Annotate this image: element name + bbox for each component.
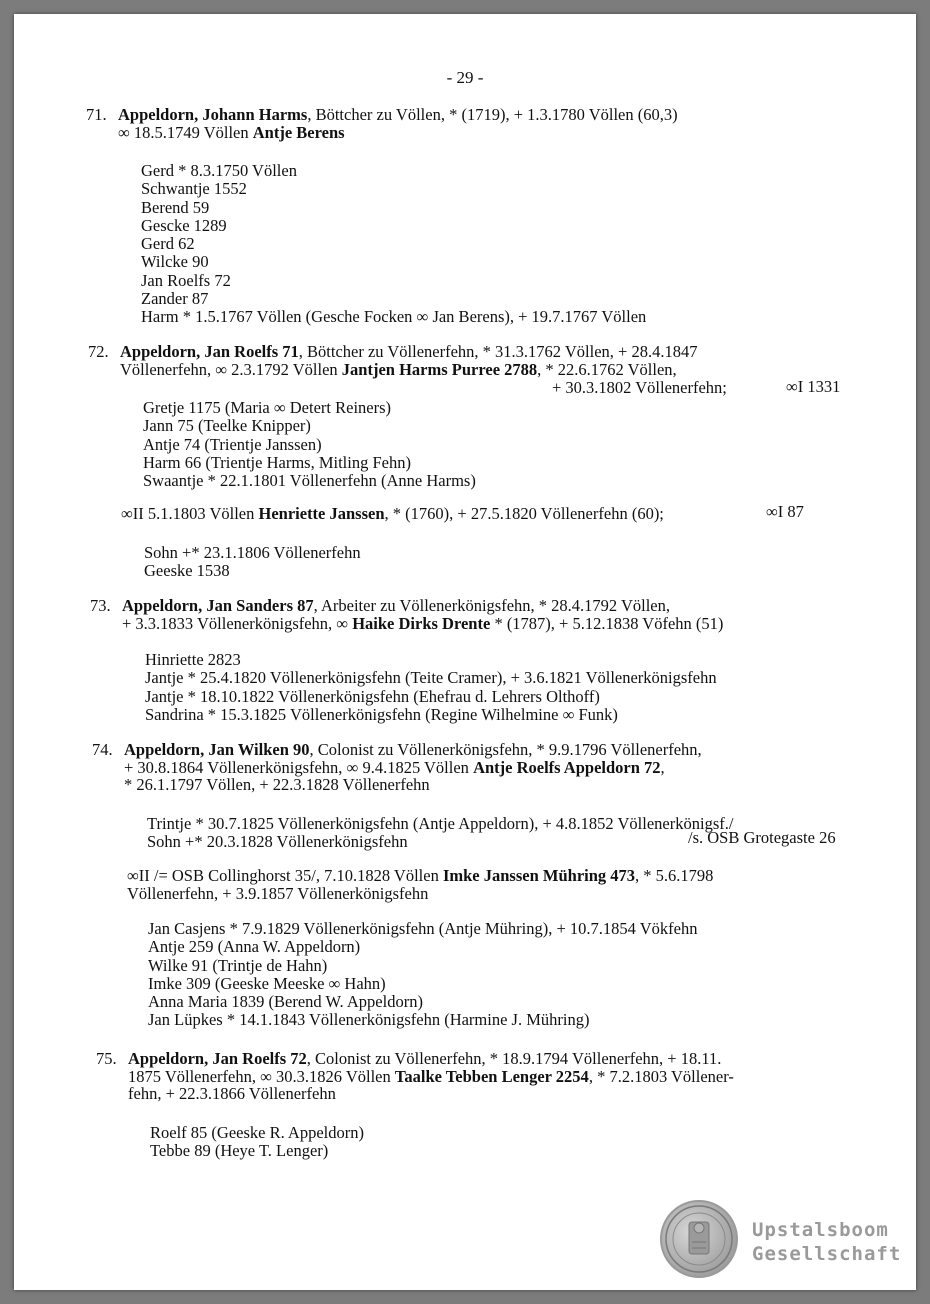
entry-text: , * (1760), + 27.5.1820 Völlenerfehn (60);	[384, 504, 664, 523]
second-marriage-72	[121, 505, 664, 523]
child-item: Gerd 62	[141, 234, 195, 254]
person-name: Appeldorn, Johann Harms	[118, 105, 308, 124]
seal-icon	[660, 1200, 738, 1278]
child-item: Antje 74 (Trientje Janssen)	[143, 434, 322, 454]
entry-text: , Colonist zu Völlenerfehn, * 18.9.1794 Völlenerfehn, + 18.11.	[306, 1049, 722, 1068]
entry-72-death: + 30.3.1802 Völlenerfehn;	[552, 378, 727, 397]
logo-line-1: Upstalsboom	[752, 1219, 889, 1241]
child-item: Jantje * 18.10.1822 Völlenerkönigsfehn (Ehefrau d. Lehrers Olthoff)	[145, 686, 600, 706]
child-item: Wilcke 90	[141, 252, 209, 272]
marriage-text: Völlenerfehn, ∞ 2.3.1792 Völlen	[120, 359, 342, 379]
person-name: Appeldorn, Jan Wilken 90	[124, 740, 310, 759]
children-list-74b	[148, 920, 697, 1030]
logo-wordmark	[752, 1218, 901, 1266]
child-item: Jan Roelfs 72	[141, 270, 231, 290]
entry-text: , Colonist zu Völlenerkönigsfehn, * 9.9.1796 Völlenerfehn,	[309, 740, 702, 759]
children-list-72	[143, 399, 476, 490]
entry-text: , * 22.6.1762 Völlen,	[537, 359, 677, 379]
children-list-73	[145, 651, 717, 724]
entry-text: , * 5.6.1798	[635, 866, 714, 885]
child-item: Wilke 91 (Trintje de Hahn)	[148, 955, 328, 975]
child-item: Sohn +* 20.3.1828 Völlenerkönigsfehn	[147, 832, 408, 852]
child-item: Harm 66 (Trientje Harms, Mitling Fehn)	[143, 452, 411, 472]
reference-marker: ∞I 87	[766, 502, 804, 521]
child-item: Antje 259 (Anna W. Appeldorn)	[148, 937, 361, 957]
marriage-text: ∞II /= OSB Collinghorst 35/, 7.10.1828 Völlen	[127, 866, 443, 885]
entry-75	[96, 1050, 734, 1103]
entry-number: 73.	[90, 596, 111, 615]
marriage-text: + 30.8.1864 Völlenerkönigsfehn, ∞ 9.4.1825 Völlen	[124, 757, 474, 777]
child-item: Gescke 1289	[141, 215, 227, 235]
entry-text: , Arbeiter zu Völlenerkönigsfehn, * 28.4.1792 Völlen,	[313, 596, 671, 615]
entry-text: * (1787), + 5.12.1838 Vöfehn (51)	[490, 613, 724, 633]
child-item: Gretje 1175 (Maria ∞ Detert Reiners)	[143, 398, 392, 417]
child-item: Jann 75 (Teelke Knipper)	[143, 416, 311, 436]
spouse-name: Jantjen Harms Purree 2788	[341, 359, 538, 379]
entry-text: Völlenerfehn, + 3.9.1857 Völlenerkönigsfehn	[127, 883, 429, 903]
children-list-75	[150, 1124, 364, 1161]
child-item: Trintje * 30.7.1825 Völlenerkönigsfehn (Antje Appeldorn), + 4.8.1852 Völlenerkönigsf./	[147, 814, 734, 833]
child-item: Sohn +* 23.1.1806 Völlenerfehn	[144, 543, 361, 562]
children-list-71	[141, 162, 646, 327]
spouse-name: Haike Dirks Drente	[352, 613, 491, 633]
entry-text: , Böttcher zu Völlen, * (1719), + 1.3.1780 Völlen (60,3)	[307, 105, 678, 124]
society-logo	[660, 1200, 900, 1275]
child-item: Swaantje * 22.1.1801 Völlenerfehn (Anne Harms)	[143, 471, 476, 491]
children-list-72b	[144, 544, 361, 581]
entry-74	[92, 741, 702, 794]
reference-marker: ∞I 1331	[786, 377, 841, 396]
child-item: Anna Maria 1839 (Berend W. Appeldorn)	[148, 992, 423, 1012]
child-item: Tebbe 89 (Heye T. Lenger)	[150, 1141, 329, 1161]
entry-number: 75.	[96, 1049, 117, 1068]
entry-text: * 26.1.1797 Völlen, + 22.3.1828 Völlenerfehn	[124, 775, 430, 794]
child-item: Geeske 1538	[144, 561, 230, 581]
child-item: Schwantje 1552	[141, 179, 247, 199]
spouse-name: Antje Roelfs Appeldorn 72	[473, 757, 661, 777]
spouse-name: Henriette Janssen	[258, 504, 385, 523]
child-item: Imke 309 (Geeske Meeske ∞ Hahn)	[148, 973, 386, 993]
page-number: - 29 -	[446, 68, 484, 87]
marriage-text: ∞II 5.1.1803 Völlen	[121, 504, 259, 523]
entry-71	[86, 106, 678, 141]
spouse-name: Imke Janssen Mühring 473	[442, 866, 636, 885]
entry-73	[90, 597, 723, 632]
children-list-74	[147, 815, 733, 852]
marriage-text: ∞ 18.5.1749 Völlen	[118, 122, 253, 142]
second-marriage-74	[127, 867, 713, 902]
reference-marker: /s. OSB Grotegaste 26	[688, 828, 836, 847]
spouse-name: Taalke Tebben Lenger 2254	[394, 1066, 589, 1086]
entry-text: ,	[660, 757, 665, 777]
entry-number: 74.	[92, 740, 113, 759]
logo-line-2: Gesellschaft	[752, 1243, 902, 1265]
marriage-text: 1875 Völlenerfehn, ∞ 30.3.1826 Völlen	[128, 1066, 395, 1086]
child-item: Jan Casjens * 7.9.1829 Völlenerkönigsfehn (Antje Mühring), + 10.7.1854 Vökfehn	[148, 919, 698, 938]
child-item: Hinriette 2823	[145, 650, 241, 669]
entry-text: , Böttcher zu Völlenerfehn, * 31.3.1762 Völlen, + 28.4.1847	[298, 342, 698, 361]
person-name: Appeldorn, Jan Sanders 87	[122, 596, 314, 615]
entry-72	[88, 343, 697, 378]
child-item: Jan Lüpkes * 14.1.1843 Völlenerkönigsfehn (Harmine J. Mühring)	[148, 1010, 590, 1030]
child-item: Zander 87	[141, 289, 209, 309]
child-item: Jantje * 25.4.1820 Völlenerkönigsfehn (Teite Cramer), + 3.6.1821 Völlenerkönigsfehn	[145, 668, 717, 688]
child-item: Roelf 85 (Geeske R. Appeldorn)	[150, 1123, 364, 1142]
entry-number: 72.	[88, 342, 109, 361]
entry-text: , * 7.2.1803 Völlener-	[588, 1066, 734, 1086]
child-item: Harm * 1.5.1767 Völlen (Gesche Focken ∞ Jan Berens), + 19.7.1767 Völlen	[141, 307, 647, 327]
spouse-name: Antje Berens	[252, 122, 345, 142]
marriage-text: + 3.3.1833 Völlenerkönigsfehn, ∞	[122, 613, 353, 633]
person-name: Appeldorn, Jan Roelfs 72	[128, 1049, 307, 1068]
entry-number: 71.	[86, 105, 107, 124]
entry-text: fehn, + 22.3.1866 Völlenerfehn	[128, 1084, 336, 1103]
child-item: Sandrina * 15.3.1825 Völlenerkönigsfehn (Regine Wilhelmine ∞ Funk)	[145, 704, 618, 724]
person-name: Appeldorn, Jan Roelfs 71	[120, 342, 299, 361]
child-item: Berend 59	[141, 197, 210, 217]
child-item: Gerd * 8.3.1750 Völlen	[141, 161, 297, 180]
